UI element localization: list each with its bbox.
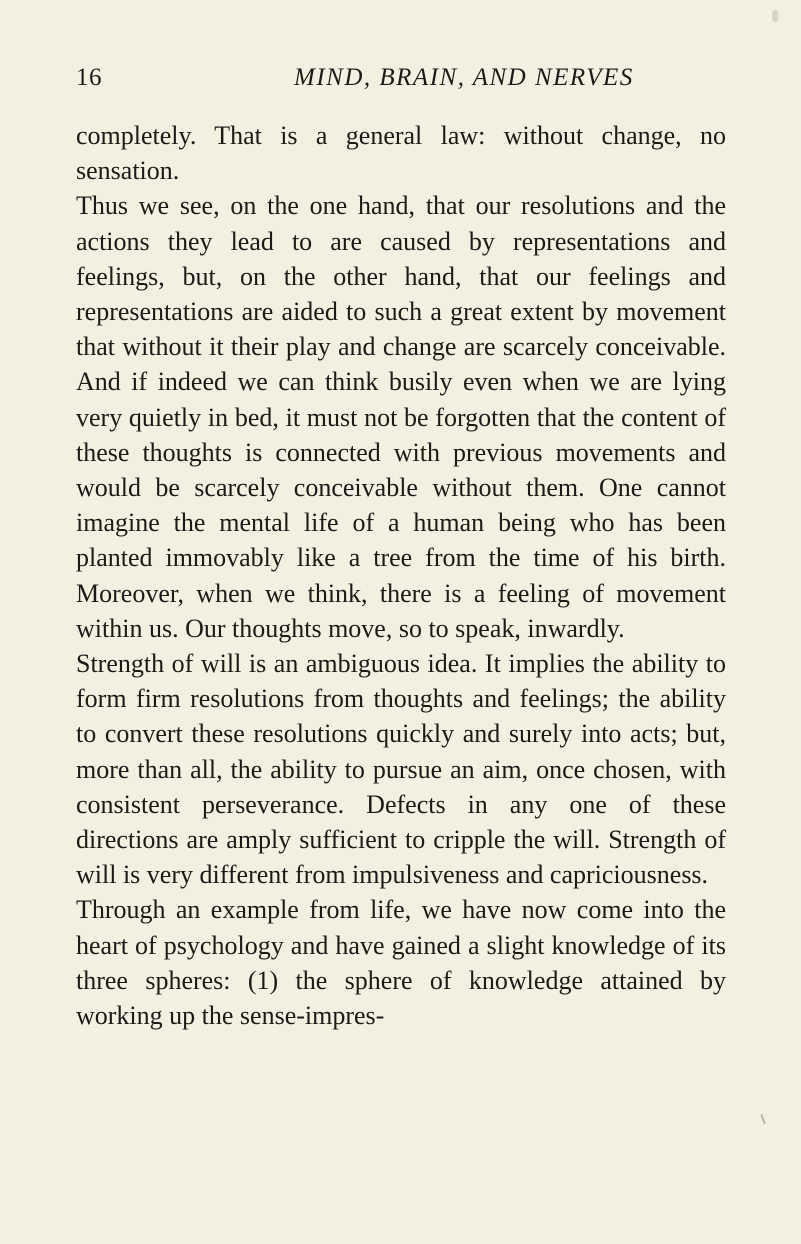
page-number: 16 <box>76 64 102 91</box>
paper-speck <box>772 10 778 22</box>
paragraph-continued-sentence: completely. That is a general law: without change, no sensation. <box>76 121 726 186</box>
margin-mark <box>760 1114 765 1124</box>
paragraph-strength-of-will: Strength of will is an ambiguous idea. It implies the ability to form firm resolutions from thoughts and feelings; the ability to convert these resolutions quickly and surely into acts; but, more than all, the ability to pursue an aim, once chosen, with consistent perseverance. Defects in any one of these directions are amply sufficient to cripple the will. Strength of will is very different from impulsiveness and capriciousness. <box>76 649 726 890</box>
page-body-text <box>76 118 726 1033</box>
paragraph-movement-and-thought: Thus we see, on the one hand, that our resolutions and the actions they lead to are caused by representations and feelings, but, on the other hand, that our feelings and representations are aided to such a great extent by movement that without it their play and change are scarcely conceivable. And if indeed we can think busily even when we are lying very quietly in bed, it must not be forgotten that the content of these thoughts is connected with previous movements and would be scarcely conceivable without them. One cannot imagine the mental life of a human being who has been planted immovably like a tree from the time of his birth. Moreover, when we think, there is a feeling of movement within us. Our thoughts move, so to speak, inwardly. <box>76 191 726 643</box>
running-header <box>76 64 726 104</box>
running-title: MIND, BRAIN, AND NERVES <box>294 64 634 91</box>
paragraph-psychology-spheres: Through an example from life, we have now come into the heart of psychology and have gained a slight knowledge of its three spheres: (1) the sphere of knowledge attained by working up the sense-impres- <box>76 895 726 1031</box>
